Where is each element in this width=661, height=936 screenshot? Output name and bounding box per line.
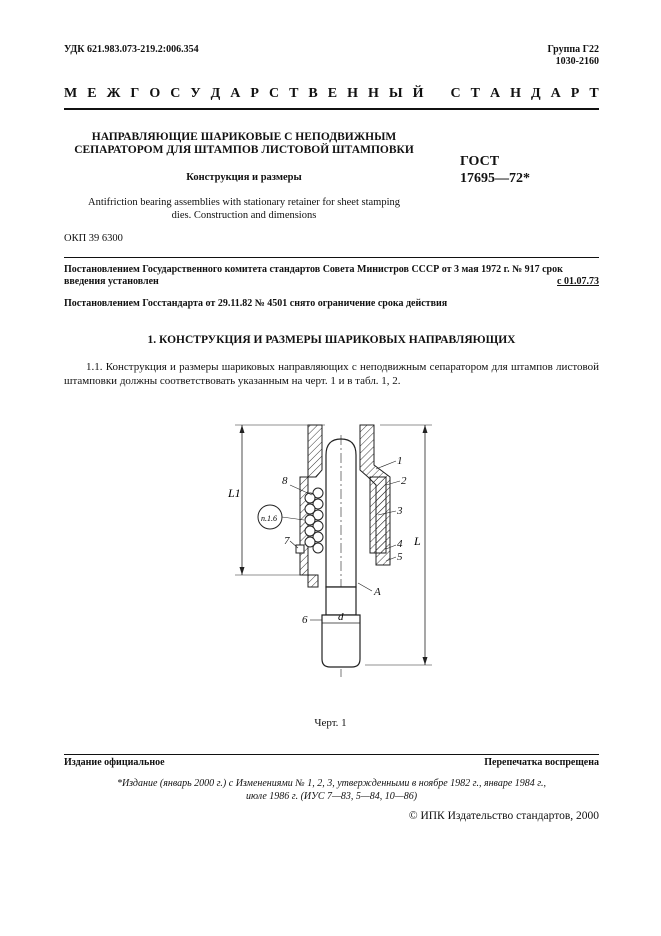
section-heading: 1. КОНСТРУКЦИЯ И РАЗМЕРЫ ШАРИКОВЫХ НАПРАВЛЯЮЩИХ: [147, 334, 516, 346]
edition-note-line-1: *Издание (январь 2000 г.) с Изменениями № 1, 2, 3, утвержденными в ноябре 1982 г., январе 1984 г.,: [116, 778, 547, 789]
banner-letter: А: [490, 86, 501, 101]
banner-letter: Й: [412, 86, 424, 101]
callout-6: 6: [302, 614, 308, 626]
banner-letter: Н: [510, 86, 522, 101]
group-label: Группа Г22: [547, 44, 599, 55]
banner-letter: О: [149, 86, 161, 101]
banner-letter: Е: [87, 86, 97, 101]
group-code: 1030-2160: [555, 56, 599, 67]
banner-letter: Г: [130, 86, 140, 101]
banner-letter: Т: [289, 86, 299, 101]
banner-letter: С: [450, 86, 461, 101]
callout-2: 2: [401, 475, 407, 487]
callout-3: 3: [397, 505, 403, 517]
banner-letter: Р: [250, 86, 259, 101]
resolution-date: с 01.07.73: [557, 276, 599, 287]
resolution-line-1: Постановлением Государственного комитета стандартов Совета Министров СССР от 3 мая 1972 г. № 917 срок: [64, 264, 563, 275]
banner-letter: Н: [368, 86, 379, 101]
callout-8: 8: [282, 475, 288, 487]
gost-label: ГОСТ: [460, 154, 500, 169]
banner-letter: А: [550, 86, 561, 101]
footer-divider: [64, 754, 599, 755]
callout-4: 4: [397, 538, 403, 550]
banner-letter: Ж: [106, 86, 121, 101]
banner-letter: С: [268, 86, 280, 101]
gost-number: 17695—72*: [460, 171, 530, 186]
title-line-1: НАПРАВЛЯЮЩИЕ ШАРИКОВЫЕ С НЕПОДВИЖНЫМ: [91, 131, 397, 143]
banner-rule: [64, 108, 599, 110]
banner-letter: Т: [470, 86, 480, 101]
document-subtitle: Конструкция и размеры: [186, 172, 302, 183]
udk-code: УДК 621.983.073-219.2:006.354: [64, 44, 199, 55]
banner-gap: [434, 86, 441, 102]
dim-label-l1: L1: [228, 486, 241, 500]
callout-7: 7: [284, 535, 290, 547]
banner-letter: Д: [531, 86, 541, 101]
resolution-removal: Постановлением Госстандарта от 29.11.82 № 4501 снято ограничение срока действия: [64, 298, 448, 309]
title-line-2: СЕПАРАТОРОМ ДЛЯ ШТАМПОВ ЛИСТОВОЙ ШТАМПОВКИ: [74, 144, 414, 156]
figure-caption: Черт. 1: [314, 717, 347, 729]
resolution-line-2: [64, 276, 599, 288]
section-paragraph: 1.1. Конструкция и размеры шариковых направляющих с неподвижным сепаратором для штампов листовой штамповки должны соответствовать указанным на черт. 1 и в табл. 1, 2.: [64, 361, 599, 387]
gost-number-block: [460, 153, 530, 187]
official-edition: Издание официальное: [64, 757, 165, 768]
callout-1: 1: [397, 455, 403, 467]
note-label: п.1.6: [261, 514, 277, 523]
okp-code: ОКП 39 6300: [64, 233, 123, 244]
screw: [296, 545, 304, 553]
dim-label-l: L: [414, 534, 421, 548]
english-title-line-2: dies. Construction and dimensions: [171, 210, 317, 221]
banner-row: [64, 86, 599, 102]
edition-note: [64, 777, 599, 803]
banner-letter: М: [64, 86, 78, 101]
copyright: © ИПК Издательство стандартов, 2000: [408, 810, 599, 822]
banner-letter: Ы: [388, 86, 403, 101]
ball-column: [305, 488, 323, 553]
banner-letter: Т: [589, 86, 599, 101]
dim-label-d: d: [338, 611, 344, 623]
resolution-introduction: [64, 264, 599, 288]
english-title-line-1: Antifriction bearing assemblies with stationary retainer for sheet stamping: [88, 197, 400, 208]
header-divider: [64, 257, 599, 258]
banner-letter: Д: [210, 86, 221, 101]
standard-banner: [64, 86, 599, 102]
reprint-prohibited: Перепечатка воспрещена: [484, 757, 599, 768]
document-title: [64, 131, 424, 157]
banner-letter: Р: [570, 86, 580, 101]
banner-letter: В: [308, 86, 318, 101]
banner-letter: С: [170, 86, 181, 101]
callout-a: А: [374, 586, 381, 598]
banner-letter: У: [190, 86, 201, 101]
english-title: [64, 196, 424, 222]
group-block: [547, 44, 599, 68]
callout-5: 5: [397, 551, 403, 563]
edition-note-line-2: июле 1986 г. (ИУС 7—83, 5—84, 10—86): [245, 791, 418, 802]
banner-letter: Е: [327, 86, 338, 101]
technical-drawing: [200, 415, 440, 685]
footer-row: [64, 757, 599, 768]
banner-letter: Н: [347, 86, 358, 101]
resolution-intro-label: введения установлен: [64, 276, 159, 287]
banner-letter: А: [230, 86, 241, 101]
